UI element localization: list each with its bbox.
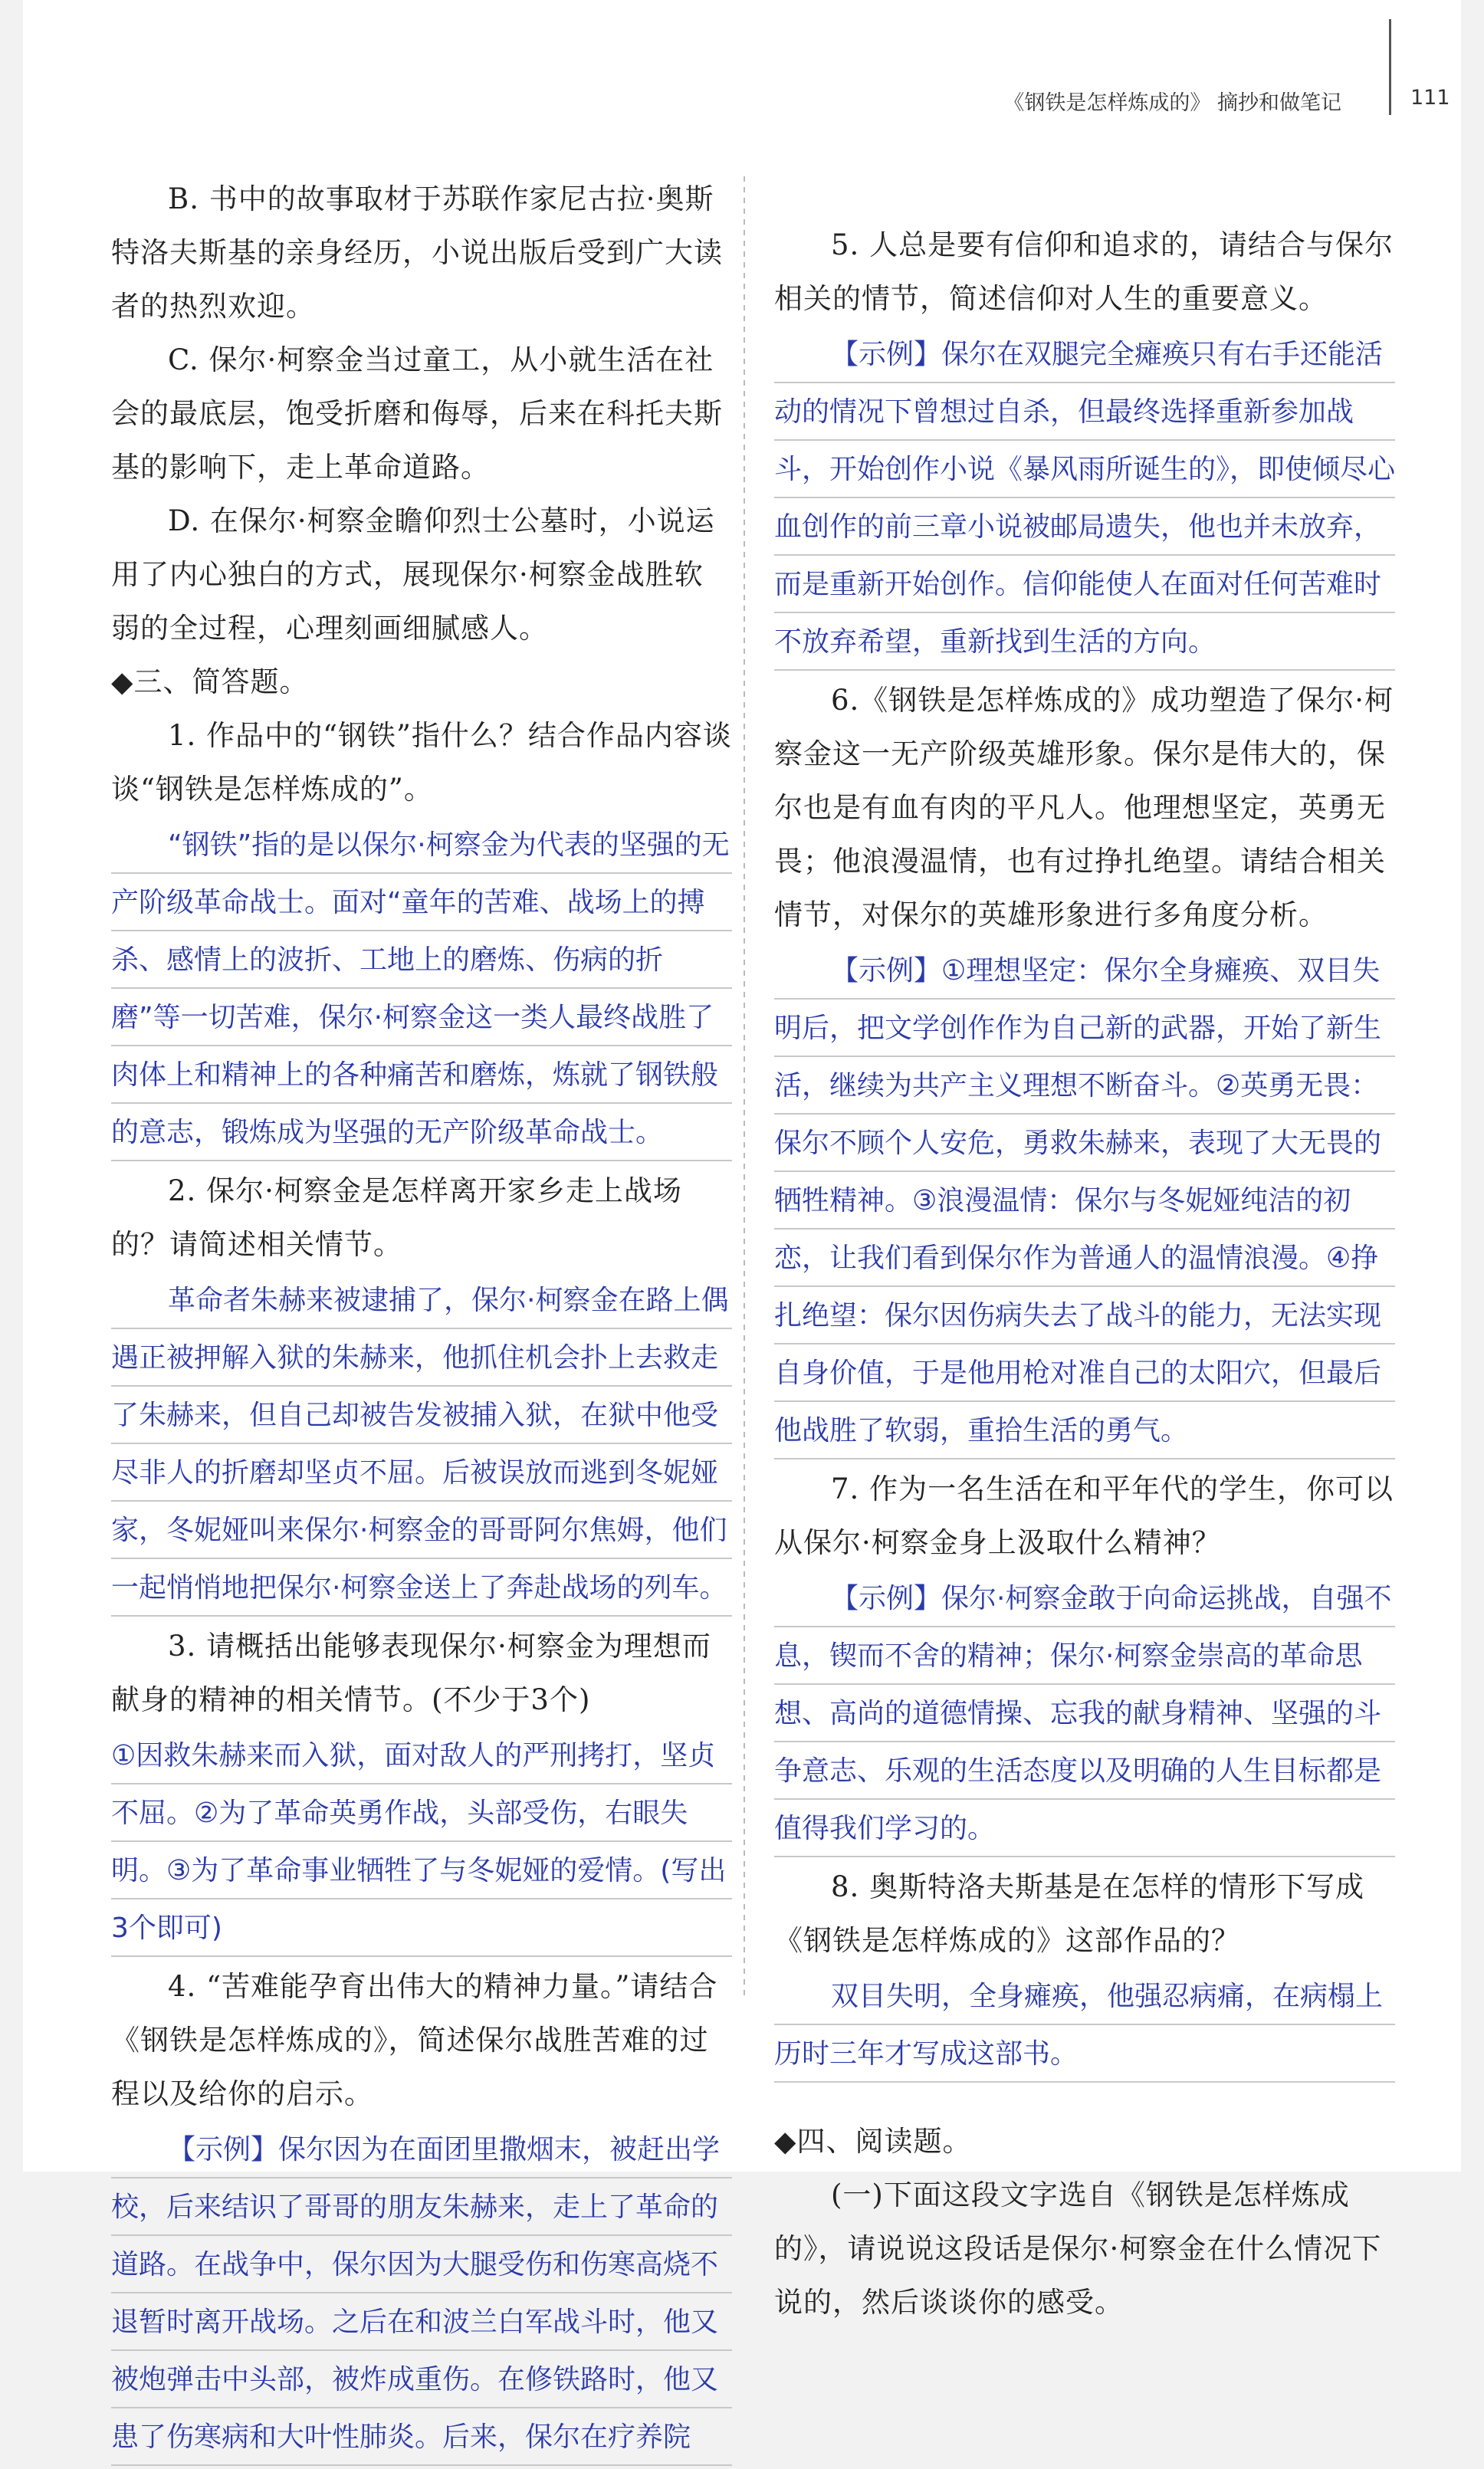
example-tag: 【示例】 <box>168 2134 279 2165</box>
workbook-page <box>23 0 1461 2453</box>
option-c: C. 保尔·柯察金当过童工，从小就生活在社会的最底层，饱受折磨和侮辱，后来在科托夫斯基的影响下，走上革命道路。 <box>111 343 723 484</box>
answer-3: ①因救朱赫来而入狱，面对敌人的严刑拷打，坚贞不屈。②为了革命英勇作战，头部受伤，右眼失明。③为了革命事业牺牲了与冬妮娅的爱情。(写出3个即可) <box>111 1727 732 1957</box>
example-tag: 【示例】 <box>831 1583 942 1614</box>
option-b: B. 书中的故事取材于苏联作家尼古拉·奥斯特洛夫斯基的亲身经历，小说出版后受到广大读者的热烈欢迎。 <box>111 182 723 323</box>
section-heading-3: ◆三、简答题。 <box>111 665 309 698</box>
answer-8: 双目失明，全身瘫痪，他强忍病痛，在病榻上历时三年才写成这部书。 <box>774 1968 1395 2083</box>
reading-question-1: (一)下面这段文字选自《钢铁是怎样炼成的》，请说说这段话是保尔·柯察金在什么情况下说的，然后谈谈你的感受。 <box>774 2178 1382 2319</box>
question-6: 6.《钢铁是怎样炼成的》成功塑造了保尔·柯察金这一无产阶级英雄形象。保尔是伟大的，保尔也是有血有肉的平凡人。他理想坚定，英勇无畏；他浪漫温情，也有过挣扎绝望。请结合相关情节，对保尔的英雄形象进行多角度分析。 <box>774 684 1394 931</box>
spacer <box>774 2086 1395 2115</box>
question-3: 3. 请概括出能够表现保尔·柯察金为理想而献身的精神的相关情节。(不少于3个) <box>111 1630 711 1716</box>
page-number: 111 <box>1410 86 1450 110</box>
answer-7-text: 保尔·柯察金敢于向命运挑战，自强不息，锲而不舍的精神；保尔·柯察金崇高的革命思想、高尚的道德情操、忘我的献身精神、坚强的斗争意志、乐观的生活态度以及明确的人生目标都是值得我们学习的。 <box>774 1583 1392 1844</box>
section-heading-4: ◆四、阅读题。 <box>774 2125 972 2158</box>
question-2: 2. 保尔·柯察金是怎样离开家乡走上战场的？请简述相关情节。 <box>111 1174 682 1261</box>
answer-1: “钢铁”指的是以保尔·柯察金为代表的坚强的无产阶级革命战士。面对“童年的苦难、战场上的搏杀、感情上的波折、工地上的磨炼、伤病的折磨”等一切苦难，保尔·柯察金这一类人最终战胜了肉体上和精神上的各种痛苦和磨炼，炼就了钢铁般的意志，锻炼成为坚强的无产阶级革命战士。 <box>111 816 732 1161</box>
answer-line <box>774 172 1395 218</box>
question-4: 4. “苦难能孕育出伟大的精神力量。”请结合《钢铁是怎样炼成的》，简述保尔战胜苦难的过程以及给你的启示。 <box>111 1970 718 2110</box>
left-column <box>111 172 732 2469</box>
column-divider <box>740 176 749 2001</box>
answer-5 <box>774 326 1395 671</box>
answer-4 <box>111 2121 732 2466</box>
example-tag: 【示例】 <box>831 955 942 987</box>
answer-6-text: ①理想坚定：保尔全身瘫痪、双目失明后，把文学创作作为自己新的武器，开始了新生活，继续为共产主义理想不断奋斗。②英勇无畏：保尔不顾个人安危，勇救朱赫来，表现了大无畏的牺牲精神。③浪漫温情：保尔与冬妮娅纯洁的初恋，让我们看到保尔作为普通人的温情浪漫。④挣扎绝望：保尔因伤病失去了战斗的能力，无法实现自身价值，于是他用枪对准自己的太阳穴，但最后他战胜了软弱，重拾生活的勇气。 <box>774 955 1382 1446</box>
question-8: 8. 奥斯特洛夫斯基是在怎样的情形下写成《钢铁是怎样炼成的》这部作品的？ <box>774 1870 1365 1957</box>
question-5: 5. 人总是要有信仰和追求的，请结合与保尔相关的情节，简述信仰对人生的重要意义。 <box>774 228 1394 315</box>
answer-6 <box>774 942 1395 1459</box>
running-header: 《钢铁是怎样炼成的》 摘抄和做笔记 <box>1003 91 1341 115</box>
answer-4-text: 保尔因为在面团里撒烟末，被赶出学校，后来结识了哥哥的朋友朱赫来，走上了革命的道路。在战争中，保尔因为大腿受伤和伤寒高烧不退暂时离开战场。之后在和波兰白军战斗时，他又被炮弹击中头部，被炸成重伤。在修铁路时，他又患了伤寒病和大叶性肺炎。后来，保尔在疗养院 <box>111 2134 721 2453</box>
question-1: 1. 作品中的“钢铁”指什么？结合作品内容谈谈“钢铁是怎样炼成的”。 <box>111 719 732 806</box>
answer-2: 革命者朱赫来被逮捕了，保尔·柯察金在路上偶遇正被押解入狱的朱赫来，他抓住机会扑上去救走了朱赫来，但自己却被告发被捕入狱，在狱中他受尽非人的折磨却坚贞不屈。后被误放而逃到冬妮娅家，冬妮娅叫来保尔·柯察金的哥哥阿尔焦姆，他们一起悄悄地把保尔·柯察金送上了奔赴战场的列车。 <box>111 1272 732 1617</box>
answer-7 <box>774 1570 1395 1857</box>
question-7: 7. 作为一名生活在和平年代的学生，你可以从保尔·柯察金身上汲取什么精神？ <box>774 1473 1394 1559</box>
header-rule <box>1389 19 1391 115</box>
example-tag: 【示例】 <box>831 339 942 370</box>
option-d: D. 在保尔·柯察金瞻仰烈士公墓时，小说运用了内心独白的方式，展现保尔·柯察金战胜软弱的全过程，心理刻画细腻感人。 <box>111 504 715 645</box>
answer-5-text: 保尔在双腿完全瘫痪只有右手还能活动的情况下曾想过自杀，但最终选择重新参加战斗，开始创作小说《暴风雨所诞生的》，即使倾尽心血创作的前三章小说被邮局遗失，他也并未放弃，而是重新开始创作。信仰能使人在面对任何苦难时不放弃希望，重新找到生活的方向。 <box>774 339 1396 658</box>
right-column <box>774 172 1395 2329</box>
